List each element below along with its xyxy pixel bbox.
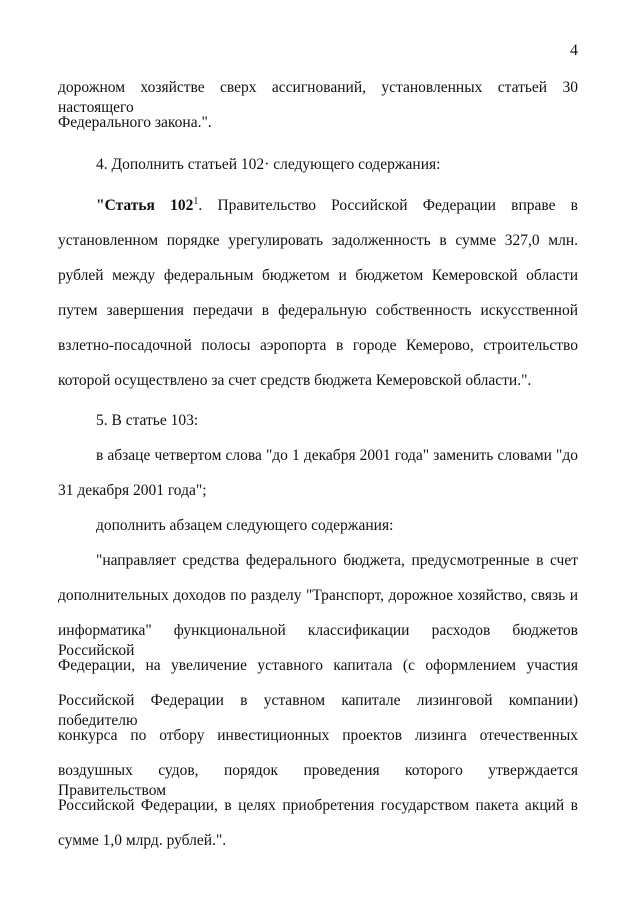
text-line: 4. Дополнить статьей 102· следующего содержания: <box>96 156 441 173</box>
text-line: 31 декабря 2001 года"; <box>58 482 207 499</box>
text-line: 5. В статье 103: <box>96 412 199 429</box>
text-line: рублей между федеральным бюджетом и бюджетом Кемеровской области <box>58 267 578 284</box>
text-line: дорожном хозяйстве сверх ассигнований, установленных статьей 30 настоящего <box>58 79 578 116</box>
text-line: взлетно-посадочной полосы аэропорта в городе Кемерово, строительство <box>58 337 578 354</box>
article-heading-line <box>96 196 578 216</box>
article-text: . Правительство Российской Федерации вправе в <box>198 197 578 214</box>
text-line: конкурса по отбору инвестиционных проектов лизинга отечественных <box>58 727 578 744</box>
text-line: Федерального закона.". <box>58 114 212 131</box>
article-superscript: 1 <box>193 195 199 207</box>
text-line: в абзаце четвертом слова "до 1 декабря 2001 года" заменить словами "до <box>96 447 578 464</box>
article-title: "Статья 102 <box>96 197 194 214</box>
text-line: путем завершения передачи в федеральную собственность искусственной <box>58 302 578 319</box>
text-line: дополнительных доходов по разделу "Транспорт, дорожное хозяйство, связь и <box>58 587 578 604</box>
text-line: установленном порядке урегулировать задолженность в сумме 327,0 млн. <box>58 232 578 249</box>
text-line: сумме 1,0 млрд. рублей.". <box>58 832 227 849</box>
text-line: воздушных судов, порядок проведения которого утверждается Правительством <box>58 762 578 799</box>
text-line: которой осуществлено за счет средств бюджета Кемеровской области.". <box>58 372 532 389</box>
text-line: Российской Федерации в уставном капитале лизинговой компании) победителю <box>58 692 578 729</box>
text-line: дополнить абзацем следующего содержания: <box>96 517 394 534</box>
text-line: Российской Федерации, в целях приобретения государством пакета акций в <box>58 797 578 814</box>
page-number: 4 <box>570 42 578 59</box>
text-line: "направляет средства федерального бюджета, предусмотренные в счет <box>96 552 578 569</box>
text-line: информатика" функциональной классификации расходов бюджетов Российской <box>58 622 578 659</box>
text-line: Федерации, на увеличение уставного капитала (с оформлением участия <box>58 657 578 674</box>
